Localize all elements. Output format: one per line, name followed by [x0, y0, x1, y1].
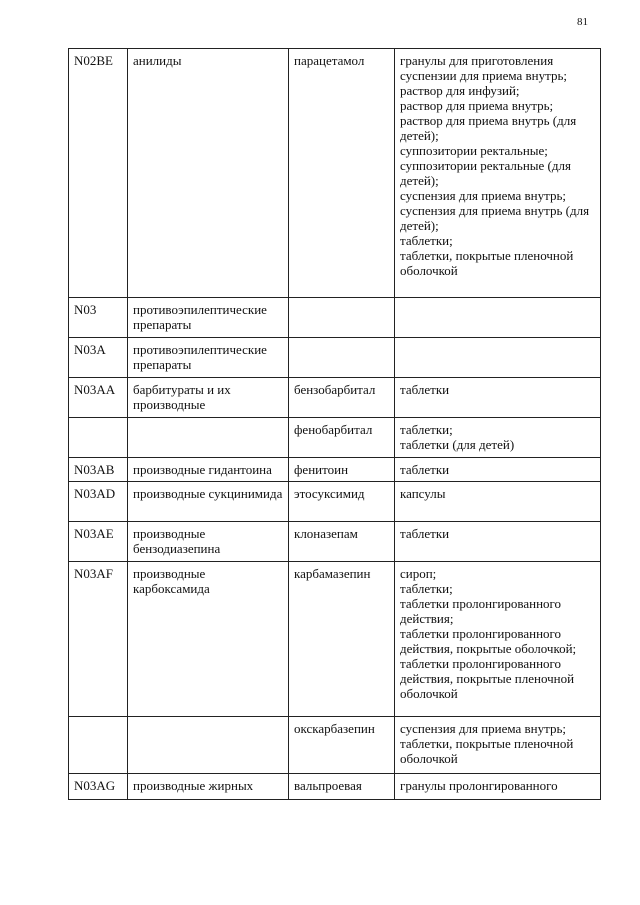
atc-code-cell	[69, 418, 128, 458]
dosage-form: таблетки;	[400, 581, 453, 596]
group-cell: производные жирных	[128, 774, 289, 800]
dosage-forms-cell	[395, 562, 601, 717]
group-cell	[128, 717, 289, 774]
drug-cell: бензобарбитал	[289, 378, 395, 418]
dosage-form: таблетки пролонгированного действия, покрытые оболочкой;	[400, 626, 577, 656]
dosage-form: гранулы для приготовления суспензии для приема внутрь;	[400, 53, 568, 83]
dosage-form: таблетки пролонгированного действия, покрытые пленочной оболочкой	[400, 656, 575, 701]
atc-code-cell: N03AA	[69, 378, 128, 418]
atc-code-cell: N03AE	[69, 522, 128, 562]
dosage-form: таблетки	[400, 526, 450, 541]
drug-cell	[289, 338, 395, 378]
table-row	[69, 482, 601, 522]
dosage-form: раствор для приема внутрь (для детей);	[400, 113, 577, 143]
atc-code-cell: N03	[69, 298, 128, 338]
dosage-forms-cell	[395, 378, 601, 418]
table-row	[69, 522, 601, 562]
drug-cell	[289, 298, 395, 338]
group-cell: барбитураты и их производные	[128, 378, 289, 418]
table-row	[69, 338, 601, 378]
dosage-forms-cell	[395, 418, 601, 458]
table-row	[69, 774, 601, 800]
drug-cell: парацетамол	[289, 49, 395, 298]
drug-cell: клоназепам	[289, 522, 395, 562]
dosage-forms-cell	[395, 774, 601, 800]
dosage-form: таблетки, покрытые пленочной оболочкой	[400, 248, 574, 278]
group-cell: противоэпилептические препараты	[128, 338, 289, 378]
dosage-form: раствор для приема внутрь;	[400, 98, 554, 113]
atc-code-cell: N03AB	[69, 458, 128, 482]
dosage-form: таблетки пролонгированного действия;	[400, 596, 562, 626]
table-row	[69, 298, 601, 338]
dosage-form: суппозитории ректальные;	[400, 143, 548, 158]
dosage-form: суспензия для приема внутрь;	[400, 188, 567, 203]
dosage-form: таблетки	[400, 382, 450, 397]
drug-cell: фенобарбитал	[289, 418, 395, 458]
group-cell: производные бензодиазепина	[128, 522, 289, 562]
dosage-form: гранулы пролонгированного	[400, 778, 558, 793]
table-row	[69, 49, 601, 298]
atc-code-cell: N03AF	[69, 562, 128, 717]
page-number: 81	[577, 16, 588, 28]
group-cell: противоэпилептические препараты	[128, 298, 289, 338]
group-cell	[128, 418, 289, 458]
dosage-forms-cell	[395, 49, 601, 298]
drug-cell: этосуксимид	[289, 482, 395, 522]
group-cell: производные сукцинимида	[128, 482, 289, 522]
drug-cell: карбамазепин	[289, 562, 395, 717]
drug-cell: фенитоин	[289, 458, 395, 482]
table-row	[69, 562, 601, 717]
dosage-form: таблетки;	[400, 422, 453, 437]
atc-code-cell: N03AG	[69, 774, 128, 800]
atc-code-cell: N03AD	[69, 482, 128, 522]
dosage-form: сироп;	[400, 566, 437, 581]
group-cell: производные карбоксамида	[128, 562, 289, 717]
atc-code-cell: N02BE	[69, 49, 128, 298]
drug-table	[68, 48, 601, 800]
table-row	[69, 418, 601, 458]
dosage-form: суппозитории ректальные (для детей);	[400, 158, 571, 188]
table-row	[69, 717, 601, 774]
dosage-form: таблетки, покрытые пленочной оболочкой	[400, 736, 574, 766]
drug-cell: окскарбазепин	[289, 717, 395, 774]
table-row	[69, 378, 601, 418]
dosage-form: капсулы	[400, 486, 446, 501]
drug-cell: вальпроевая	[289, 774, 395, 800]
dosage-form: суспензия для приема внутрь;	[400, 721, 567, 736]
dosage-form: таблетки	[400, 462, 450, 477]
dosage-forms-cell	[395, 717, 601, 774]
dosage-form: суспензия для приема внутрь (для детей);	[400, 203, 590, 233]
dosage-forms-cell	[395, 522, 601, 562]
dosage-forms-cell	[395, 458, 601, 482]
atc-code-cell: N03A	[69, 338, 128, 378]
group-cell: анилиды	[128, 49, 289, 298]
dosage-forms-cell	[395, 338, 601, 378]
dosage-form: таблетки (для детей)	[400, 437, 515, 452]
atc-code-cell	[69, 717, 128, 774]
dosage-form: раствор для инфузий;	[400, 83, 520, 98]
group-cell: производные гидантоина	[128, 458, 289, 482]
dosage-form: таблетки;	[400, 233, 453, 248]
table-row	[69, 458, 601, 482]
dosage-forms-cell	[395, 298, 601, 338]
dosage-forms-cell	[395, 482, 601, 522]
